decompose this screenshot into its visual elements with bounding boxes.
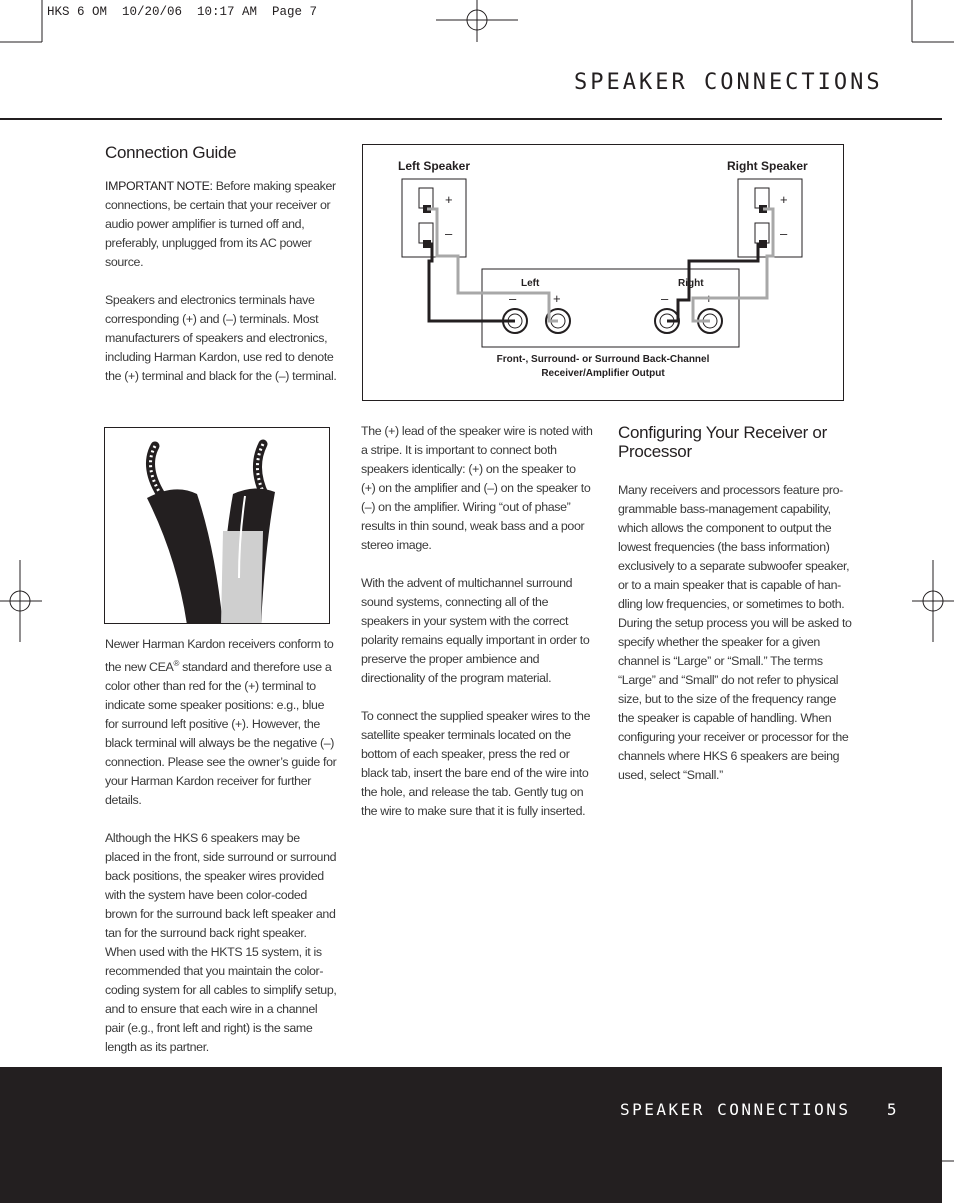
footer-band (0, 1067, 942, 1203)
configuring-heading (618, 423, 852, 461)
diagram-caption-line1: Front-, Surround- or Surround Back-Channel (496, 354, 710, 365)
configuring-heading-line1: Configuring Your Receiver or (618, 423, 827, 442)
left-speaker-terminals (402, 179, 466, 257)
bass-management-paragraph: Many receivers and processors feature pro-grammable bass-management capability, which allows the component to output the lowest frequencies (the bass information) exclusively to a separate subwoofer speaker, or to a main speaker that is capable of han-dling low frequencies, or sometimes to both. During the setup process you will be asked to specify whether the speaker for a given channel is “Large” or “Small.” The terms “Large” and “Small” do not refer to physical size, but to the size of the frequency range the speaker is capable of handling. When configuring your receiver or processor for the channels where HKS 6 speakers are being used, select “Small.” (618, 483, 852, 782)
cea-text-a: Newer Harman Kardon receivers conform to the new CEA (105, 637, 334, 675)
right-speaker-plus: + (780, 192, 788, 207)
important-note-text: Before making speaker connections, be certain that your receiver or audio power amplifier is turned off and, preferably, unplugged from its AC power source. (105, 179, 336, 269)
amplifier-output-panel (482, 269, 739, 347)
footer-page-label: SPEAKER CONNECTIONS 5 (620, 1100, 900, 1119)
speaker-wire-photo (104, 427, 330, 624)
left-speaker-plus: + (445, 192, 453, 207)
important-note-label: IMPORTANT NOTE: (105, 179, 213, 193)
configuring-section (618, 423, 852, 804)
important-note (105, 177, 337, 272)
left-speaker-label: Left Speaker (398, 159, 471, 173)
stripe-paragraph: The (+) lead of the speaker wire is noted with a stripe. It is important to connect both speakers identically: (+) on the speaker to (+) on the amplifier and (–) on the speaker to (–) on the amplifier. Wiring “out of phase” results in thin sound, weak bass and a poor stereo image. (361, 424, 593, 552)
amp-left-minus: – (509, 291, 517, 306)
left-speaker-minus: – (445, 226, 453, 241)
right-speaker-terminals (738, 179, 802, 257)
diagram-caption-line2: Receiver/Amplifier Output (541, 368, 665, 379)
amp-left-label: Left (521, 278, 540, 289)
header-rule (0, 118, 942, 120)
polarity-text (361, 422, 593, 840)
amp-right-label: Right (678, 278, 704, 289)
connection-guide-section (105, 143, 337, 405)
configuring-heading-line2: Processor (618, 442, 692, 461)
terminals-paragraph: Speakers and electronics terminals have corresponding (+) and (–) terminals. Most manufacturers of speakers and electronics, including Harman Kardon, use red to denote the (+) terminal and black for the (–) terminal. (105, 293, 337, 383)
registered-mark: ® (173, 659, 180, 668)
connection-diagram (362, 144, 844, 401)
speaker-wires (427, 209, 773, 321)
multichannel-paragraph: With the advent of multichannel surround sound systems, connecting all of the speakers in your system with the correct polarity remains equally important in order to preserve the proper ambience and directionality of the program material. (361, 576, 590, 685)
connect-wires-paragraph: To connect the supplied speaker wires to the satellite speaker terminals located on the bottom of each speaker, press the red or black tab, insert the bare end of the wire into the hole, and release the tab. Gently tug on the wire to make sure that it is fully inserted. (361, 709, 591, 818)
amp-right-minus: – (661, 291, 669, 306)
connection-guide-text (105, 177, 337, 386)
amp-left-plus: + (553, 291, 561, 306)
color-coding-text (105, 635, 337, 1076)
print-slug: HKS 6 OM 10/20/06 10:17 AM Page 7 (47, 5, 318, 19)
connection-guide-heading: Connection Guide (105, 143, 237, 162)
configuring-text (618, 481, 852, 785)
color-coding-paragraph: Although the HKS 6 speakers may be placed in the front, side surround or surround back positions, the speaker wires provided with the system have been color-coded brown for the surround back left speaker and tan for the surround back right speaker. When used with the HKTS 15 system, it is recommended that you maintain the color-coding system for all cables to simplify setup, and to ensure that each wire in a channel pair (e.g., front left and right) is the same length as its partner. (105, 831, 337, 1055)
amp-right-plus: + (705, 291, 713, 306)
page-title: SPEAKER CONNECTIONS (574, 70, 883, 95)
cea-paragraph (105, 635, 337, 810)
right-speaker-minus: – (780, 226, 788, 241)
cea-text-b: standard and therefore use a color other than red for the (+) terminal to indicate some speaker positions: e.g., blue for surround left positive (+). However, the black terminal will always be the negative (–) connection. Please see the owner’s guide for your Harman Kardon receiver for further details. (105, 660, 337, 808)
right-speaker-label: Right Speaker (727, 159, 808, 173)
